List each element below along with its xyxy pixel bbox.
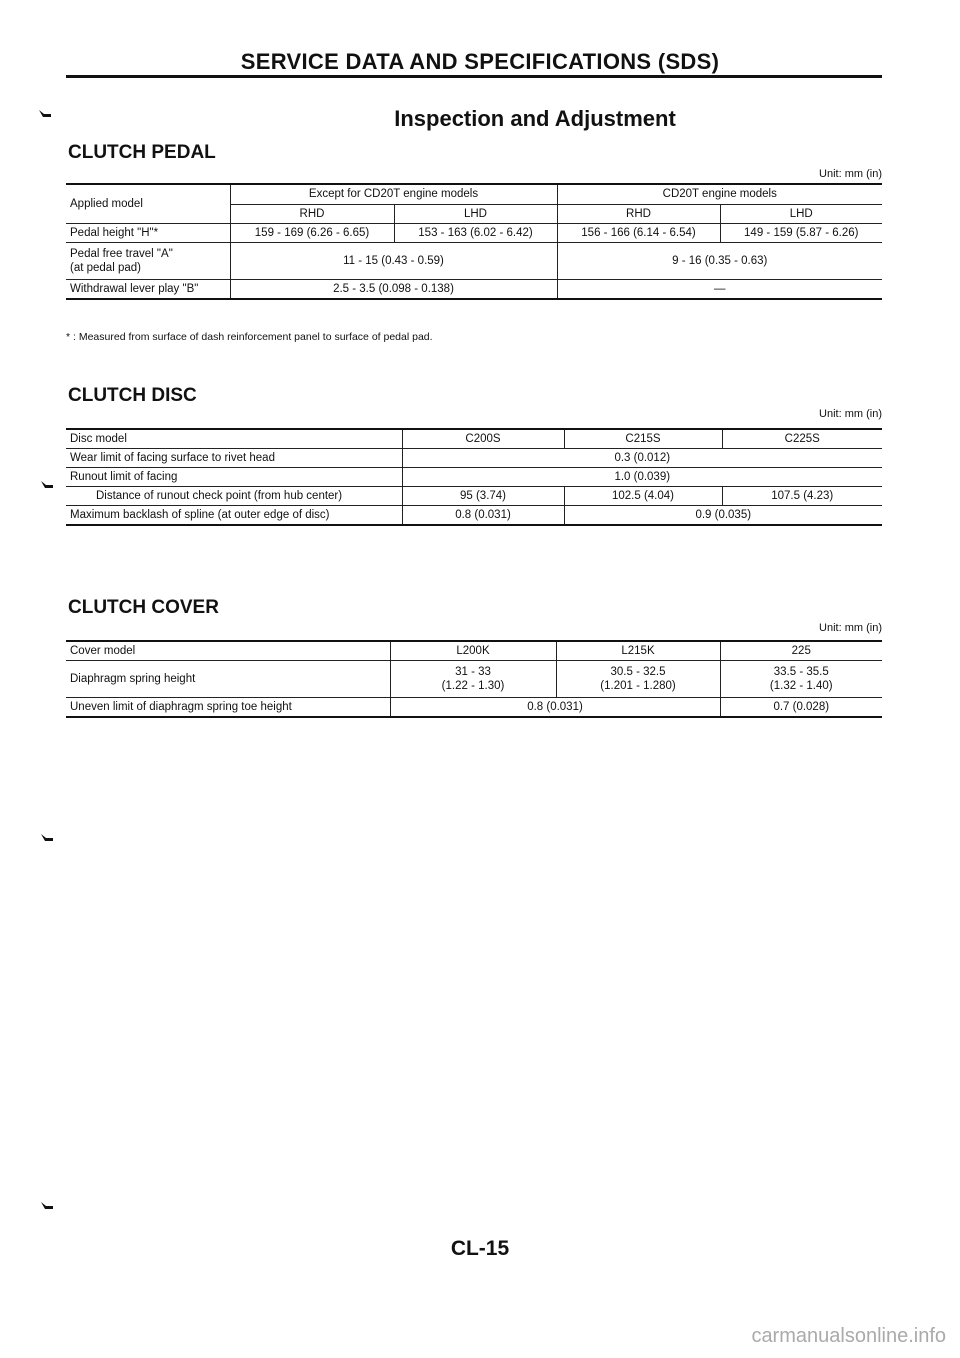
- footnote: * : Measured from surface of dash reinforcement panel to surface of pedal pad.: [66, 331, 433, 343]
- applied-model-label: Applied model: [66, 184, 230, 224]
- page-number: CL-15: [450, 1237, 510, 1260]
- value-line: 33.5 - 35.5: [773, 666, 829, 678]
- cell-value: 153 - 163 (6.02 - 6.42): [394, 224, 557, 243]
- row-label: [66, 243, 230, 280]
- rhd-label: RHD: [230, 204, 394, 224]
- row-label: Runout limit of facing: [66, 468, 402, 487]
- cell-value: [556, 661, 720, 698]
- margin-marker-icon: [40, 833, 54, 843]
- table-row: [66, 224, 882, 243]
- cell-value: 102.5 (4.04): [564, 487, 722, 506]
- table-row: [66, 487, 882, 506]
- margin-marker-icon: [40, 1201, 54, 1211]
- cell-value: 0.8 (0.031): [390, 698, 720, 718]
- cell-value: C215S: [564, 429, 722, 449]
- clutch-pedal-table: [66, 183, 882, 300]
- cell-value: 159 - 169 (6.26 - 6.65): [230, 224, 394, 243]
- cell-value: L200K: [390, 641, 556, 661]
- clutch-pedal-unit: Unit: mm (in): [819, 168, 882, 180]
- cell-value: 0.8 (0.031): [402, 506, 564, 526]
- watermark: carmanualsonline.info: [751, 1325, 946, 1347]
- cell-value: 0.7 (0.028): [720, 698, 882, 718]
- clutch-cover-unit: Unit: mm (in): [819, 622, 882, 634]
- table-row: [66, 449, 882, 468]
- clutch-cover-table: [66, 640, 882, 718]
- cell-value: L215K: [556, 641, 720, 661]
- row-label: Diaphragm spring height: [66, 661, 390, 698]
- margin-marker-icon: [40, 480, 54, 490]
- row-label: Pedal height "H"*: [66, 224, 230, 243]
- value-line: 31 - 33: [455, 666, 491, 678]
- row-label-line: Pedal free travel "A": [70, 248, 173, 260]
- title-rule: [66, 75, 882, 78]
- cell-value: [720, 661, 882, 698]
- clutch-disc-heading: CLUTCH DISC: [68, 385, 197, 406]
- group-except-cd20t: Except for CD20T engine models: [230, 184, 557, 204]
- cell-value: 9 - 16 (0.35 - 0.63): [557, 243, 882, 280]
- cell-value: C200S: [402, 429, 564, 449]
- clutch-cover-heading: CLUTCH COVER: [68, 597, 219, 618]
- cell-value: C225S: [722, 429, 882, 449]
- clutch-disc-unit: Unit: mm (in): [819, 408, 882, 420]
- value-line: (1.22 - 1.30): [441, 680, 505, 692]
- table-row: [66, 641, 882, 661]
- cell-value: 0.3 (0.012): [402, 449, 882, 468]
- row-label-line: (at pedal pad): [70, 262, 141, 274]
- table-row: [66, 698, 882, 718]
- value-line: (1.32 - 1.40): [769, 680, 833, 692]
- cell-value: 156 - 166 (6.14 - 6.54): [557, 224, 720, 243]
- clutch-disc-table: [66, 428, 882, 526]
- row-label: Cover model: [66, 641, 390, 661]
- row-label: Disc model: [66, 429, 402, 449]
- page-subtitle: Inspection and Adjustment: [394, 106, 676, 131]
- table-row: [66, 661, 882, 698]
- cell-value: [390, 661, 556, 698]
- cell-value: 149 - 159 (5.87 - 6.26): [720, 224, 882, 243]
- row-label: Distance of runout check point (from hub center): [66, 487, 402, 506]
- row-label: Wear limit of facing surface to rivet head: [66, 449, 402, 468]
- cell-value: 225: [720, 641, 882, 661]
- cell-value: —: [557, 280, 882, 300]
- row-label: Uneven limit of diaphragm spring toe height: [66, 698, 390, 718]
- value-line: (1.201 - 1.280): [600, 680, 676, 692]
- rhd-label: RHD: [557, 204, 720, 224]
- cell-value: 1.0 (0.039): [402, 468, 882, 487]
- row-label: Withdrawal lever play "B": [66, 280, 230, 300]
- page-title: SERVICE DATA AND SPECIFICATIONS (SDS): [240, 49, 720, 74]
- value-line: 30.5 - 32.5: [610, 666, 666, 678]
- cell-value: 2.5 - 3.5 (0.098 - 0.138): [230, 280, 557, 300]
- group-cd20t: CD20T engine models: [557, 184, 882, 204]
- margin-marker-icon: [38, 109, 52, 119]
- lhd-label: LHD: [720, 204, 882, 224]
- table-row: [66, 506, 882, 526]
- cell-value: 107.5 (4.23): [722, 487, 882, 506]
- cell-value: 95 (3.74): [402, 487, 564, 506]
- clutch-pedal-heading: CLUTCH PEDAL: [68, 142, 216, 163]
- cell-value: 0.9 (0.035): [564, 506, 882, 526]
- lhd-label: LHD: [394, 204, 557, 224]
- row-label: Maximum backlash of spline (at outer edge of disc): [66, 506, 402, 526]
- table-row: [66, 243, 882, 280]
- table-row: [66, 468, 882, 487]
- table-row: [66, 184, 882, 204]
- cell-value: 11 - 15 (0.43 - 0.59): [230, 243, 557, 280]
- table-row: [66, 429, 882, 449]
- table-row: [66, 280, 882, 300]
